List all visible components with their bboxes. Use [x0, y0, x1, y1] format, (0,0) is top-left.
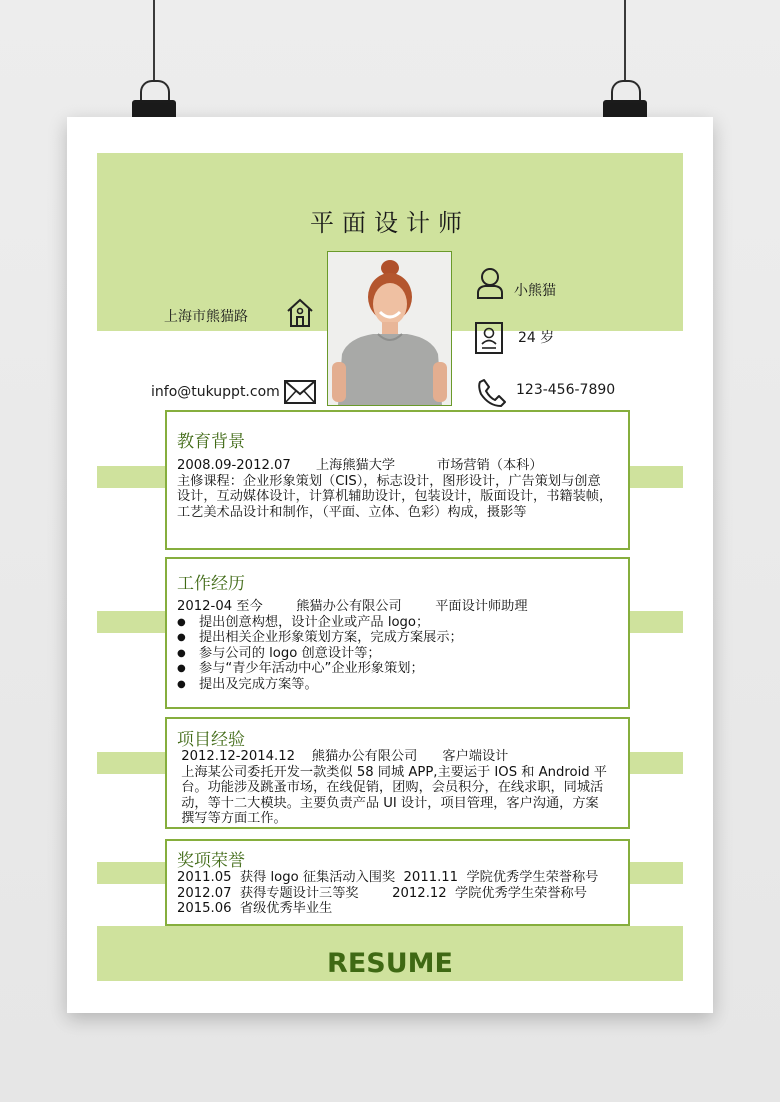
phone-icon	[477, 378, 507, 408]
profile-photo	[327, 251, 452, 406]
name-text: 小熊猫	[514, 283, 556, 299]
awards-section	[165, 839, 630, 926]
page-title: 平面设计师	[310, 209, 470, 237]
education-line: 2008.09-2012.07 上海熊猫大学 市场营销（本科）	[177, 458, 543, 473]
education-section	[165, 410, 630, 550]
project-line: 台。功能涉及跳蚤市场，在线促销，团购，会员积分，在线求职，同城活	[177, 780, 604, 795]
work-bullet: ● 参与公司的 logo 创意设计等；	[177, 646, 620, 662]
project-line: 上海某公司委托开发一款类似 58 同城 APP,主要运于 IOS 和 Android 平	[177, 764, 607, 780]
work-bullet: ● 参与“青少年活动中心”企业形象策划；	[177, 661, 620, 677]
award-line: 2015.06 省级优秀毕业生	[177, 901, 333, 916]
hanging-wire-right	[624, 0, 626, 82]
award-line: 2012.07 获得专题设计三等奖 2012.12 学院优秀学生荣誉称号	[177, 885, 587, 901]
project-line: 撰写等方面工作。	[177, 811, 287, 826]
phone-text: 123-456-7890	[516, 382, 616, 398]
project-line: 动，等十二大模块。主要负责产品 UI 设计，项目管理，客户沟通，方案	[177, 795, 599, 811]
work-section	[165, 557, 630, 709]
work-bullet: ● 提出相关企业形象策划方案，完成方案展示；	[177, 630, 620, 646]
education-content	[177, 458, 620, 520]
project-section	[165, 717, 630, 829]
award-line: 2011.05 获得 logo 征集活动入围奖 2011.11 学院优秀学生荣誉称号	[177, 870, 599, 885]
section-heading: 工作经历	[177, 574, 245, 594]
education-line: 工艺美术品设计和制作，（平面、立体、色彩）构成，摄影等	[177, 504, 527, 520]
footer-resume-label: RESUME	[327, 948, 453, 979]
mail-icon	[284, 380, 316, 404]
work-bullet: ● 提出及完成方案等。	[177, 677, 620, 693]
awards-content	[177, 870, 620, 917]
project-content	[177, 749, 620, 827]
work-bullet: ● 提出创意构想，设计企业或产品 logo；	[177, 615, 620, 631]
project-line: 2012.12-2014.12 熊猫办公有限公司 客户端设计	[177, 749, 509, 764]
education-line: 设计，互动媒体设计，计算机辅助设计，包装设计，版面设计，书籍装帧，	[177, 489, 613, 504]
section-heading: 项目经验	[177, 730, 245, 750]
id-card-icon	[474, 321, 504, 355]
section-heading: 教育背景	[177, 432, 245, 452]
hanging-wire-left	[153, 0, 155, 82]
address-text: 上海市熊猫路	[164, 309, 248, 325]
email-text: info@tukuppt.com	[151, 384, 280, 400]
section-heading: 奖项荣誉	[177, 851, 245, 871]
work-content	[177, 599, 620, 692]
education-line: 主修课程：企业形象策划（CIS），标志设计，图形设计，广告策划与创意	[177, 473, 601, 489]
work-header-line: 2012-04 至今 熊猫办公有限公司 平面设计师助理	[177, 599, 528, 614]
person-icon	[476, 267, 504, 299]
age-text: 24 岁	[518, 330, 555, 346]
home-icon	[285, 297, 315, 329]
